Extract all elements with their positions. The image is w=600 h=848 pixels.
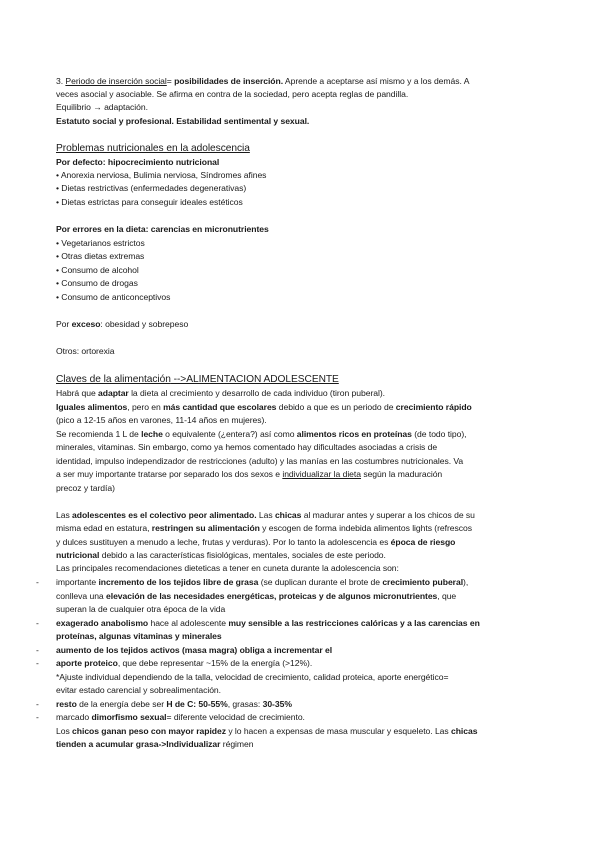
- bold-text: incremento de los tejidos libre de grasa: [98, 577, 259, 587]
- list-dash: -: [36, 645, 39, 655]
- list-dash: -: [36, 712, 39, 722]
- defecto-line: [56, 156, 219, 168]
- bold-text: H de C: 50-55%: [166, 699, 228, 709]
- list-item-line: superan la de cualquier otra época de la vida: [56, 604, 226, 614]
- paragraph-line: [56, 428, 467, 440]
- text: a ser muy importante tratarse por separado los dos sexos e: [56, 469, 283, 479]
- paragraph-line: Las principales recomendaciones dieteticas a tener en cuneta durante la adolescencia son:: [56, 563, 399, 573]
- text: Habrá que: [56, 388, 99, 398]
- bold-text: adaptar: [98, 388, 129, 398]
- text: régimen: [220, 739, 254, 749]
- bold-text: chicas: [451, 726, 478, 736]
- text: Las: [56, 510, 73, 520]
- list-item: • Otras dietas extremas: [56, 251, 145, 261]
- bold-text: dimorfismo sexual: [91, 712, 167, 722]
- text: debido a las características fisiológicas, mentales, sociales de este periodo.: [99, 550, 386, 560]
- bold-text: crecimiento puberal: [382, 577, 464, 587]
- list-item: • Dietas estrictas para conseguir ideales estéticos: [56, 197, 243, 207]
- text: Las: [256, 510, 275, 520]
- bold-text: hipocrecimiento nutricional: [107, 157, 220, 167]
- list-item-line: *Ajuste individual dependiendo de la talla, velocidad de crecimiento, calidad proteica, aporte energético=: [56, 672, 449, 682]
- bold-text: crecimiento rápido: [395, 402, 472, 412]
- text: Por: [56, 319, 72, 329]
- list-item-line: [56, 576, 468, 588]
- errores-line: Por errores en la dieta: carencias en micronutrientes: [56, 224, 269, 234]
- text: la dieta al crecimiento y desarrollo de cada individuo (tiron puberal).: [128, 388, 385, 398]
- text: según la maduración: [360, 469, 443, 479]
- list-dash: -: [36, 618, 39, 628]
- text: de la energía debe ser: [76, 699, 167, 709]
- bold-text: tienden a acumular grasa->: [56, 739, 167, 749]
- text: y dulces sustituyen a menudo a leche, frutas y verduras). Por lo tanto la adolescencia es: [56, 537, 391, 547]
- list-item-line: [56, 590, 456, 602]
- paragraph-line: veces asocial y asociable. Se afirma en contra de la sociedad, pero acepta reglas de pandilla.: [56, 89, 409, 99]
- paragraph-line: (pico a 12-15 años en varones, 11-14 años en mujeres).: [56, 415, 267, 425]
- list-item: • Vegetarianos estrictos: [56, 238, 145, 248]
- paragraph-line: minerales, vitaminas. Sin embargo, como ya hemos comentado hay dificultades asociadas a crisis de: [56, 442, 438, 452]
- text: conlleva una: [56, 591, 106, 601]
- text: Aprende a aceptarse así mismo y a los demás. A: [283, 76, 470, 86]
- text: debido a que es un periodo de: [276, 402, 396, 412]
- text: 3.: [56, 76, 66, 86]
- underlined-text: individualizar la dieta: [282, 469, 361, 479]
- paragraph-line: [56, 536, 455, 548]
- text: (de todo tipo),: [411, 429, 467, 439]
- section-heading: Problemas nutricionales en la adolescencia: [56, 143, 250, 154]
- list-item: • Anorexia nerviosa, Bulimia nerviosa, Síndromes afines: [56, 170, 267, 180]
- text: al madurar antes y superar a los chicos de su: [301, 510, 475, 520]
- heading-text: Claves de la alimentación: [56, 374, 171, 385]
- bold-text: Iguales alimentos: [56, 402, 128, 412]
- bold-text: nutricional: [56, 550, 100, 560]
- term-underlined: Periodo de inserción social: [65, 76, 167, 86]
- list-item-line: [56, 617, 480, 629]
- bold-text: exceso: [71, 319, 101, 329]
- text: o equivalente (¿entera?) así como: [162, 429, 297, 439]
- text: y escogen de forma indebida alimentos lights (refrescos: [259, 523, 472, 533]
- text: , grasas:: [227, 699, 263, 709]
- section-heading: [56, 373, 339, 386]
- list-item: • Consumo de alcohol: [56, 265, 139, 275]
- label: Por defecto:: [56, 157, 108, 167]
- bold-text: elevación de las necesidades energéticas, proteicas y de algunos micronutrientes: [106, 591, 438, 601]
- bold-text: 30-35%: [262, 699, 292, 709]
- list-dash: -: [36, 577, 39, 587]
- bold-text: aporte proteico: [56, 658, 118, 668]
- bold-text: exagerado anabolismo: [56, 618, 149, 628]
- list-item-line: [56, 657, 312, 669]
- paragraph-insercion-line1: [56, 75, 469, 87]
- text: y lo hacen a expensas de masa muscular y esqueleto. Las: [225, 726, 451, 736]
- bold-text: adolescentes es el colectivo peor alimentado.: [72, 510, 257, 520]
- list-item-line: evitar estado carencial y sobrealimentación.: [56, 685, 221, 695]
- text: Se recomienda 1 L de: [56, 429, 142, 439]
- text: = diferente velocidad de crecimiento.: [166, 712, 305, 722]
- list-item-line: aumento de los tejidos activos (masa magra) obliga a incrementar el: [56, 645, 333, 655]
- list-item-line: [56, 725, 477, 737]
- bold-text: época de riesgo: [390, 537, 456, 547]
- bold-text: resto: [56, 699, 77, 709]
- bold-text: más cantidad que escolares: [163, 402, 277, 412]
- bold-text: Individualizar: [166, 739, 221, 749]
- otros-line: Otros: ortorexia: [56, 346, 115, 356]
- exceso-line: [56, 318, 188, 330]
- bold-text: muy sensible a las restricciones calóricas y a las carencias en: [228, 618, 480, 628]
- paragraph-line-bold: Estatuto social y profesional. Estabilidad sentimental y sexual.: [56, 116, 310, 126]
- list-item-line: [56, 698, 292, 710]
- bold-text: chicas: [274, 510, 302, 520]
- text: hace al adolescente: [148, 618, 229, 628]
- list-item: • Consumo de anticonceptivos: [56, 292, 171, 302]
- paragraph-line: [56, 468, 442, 480]
- paragraph-line: [56, 549, 386, 561]
- text: marcado: [56, 712, 92, 722]
- paragraph-line: precoz y tardía): [56, 483, 115, 493]
- paragraph-line: [56, 387, 385, 399]
- text: , pero en: [127, 402, 164, 412]
- list-dash: -: [36, 699, 39, 709]
- list-item-line: [56, 711, 305, 723]
- list-item: • Consumo de drogas: [56, 278, 138, 288]
- text: , que debe representar ~15% de la energía (>12%).: [117, 658, 313, 668]
- list-item-line: proteínas, algunas vitaminas y minerales: [56, 631, 222, 641]
- bold-text: alimentos ricos en proteínas: [296, 429, 412, 439]
- bold-text: restringen su alimentación: [151, 523, 260, 533]
- heading-text: -->ALIMENTACION ADOLESCENTE: [170, 374, 339, 385]
- list-dash: -: [36, 658, 39, 668]
- paragraph-line: [56, 509, 475, 521]
- paragraph-line: identidad, impulso independizador de restricciones (adulto) y las manías en las costumbres nutricionales. Va: [56, 456, 464, 466]
- text: importante: [56, 577, 99, 587]
- bold-text: posibilidades de inserción.: [174, 76, 284, 86]
- text: ),: [463, 577, 469, 587]
- paragraph-line: Equilibrio → adaptación.: [56, 102, 148, 112]
- paragraph-line: [56, 401, 472, 413]
- text: , que: [437, 591, 457, 601]
- paragraph-line: [56, 522, 472, 534]
- text: misma edad en estatura,: [56, 523, 152, 533]
- text: (se duplican durante el brote de: [258, 577, 383, 587]
- list-item: • Dietas restrictivas (enfermedades degenerativas): [56, 183, 247, 193]
- text: =: [166, 76, 175, 86]
- bold-text: chicos ganan peso con mayor rapidez: [72, 726, 226, 736]
- bold-text: leche: [141, 429, 163, 439]
- list-item-line: [56, 738, 254, 750]
- text: Los: [56, 726, 73, 736]
- text: : obesidad y sobrepeso: [100, 319, 189, 329]
